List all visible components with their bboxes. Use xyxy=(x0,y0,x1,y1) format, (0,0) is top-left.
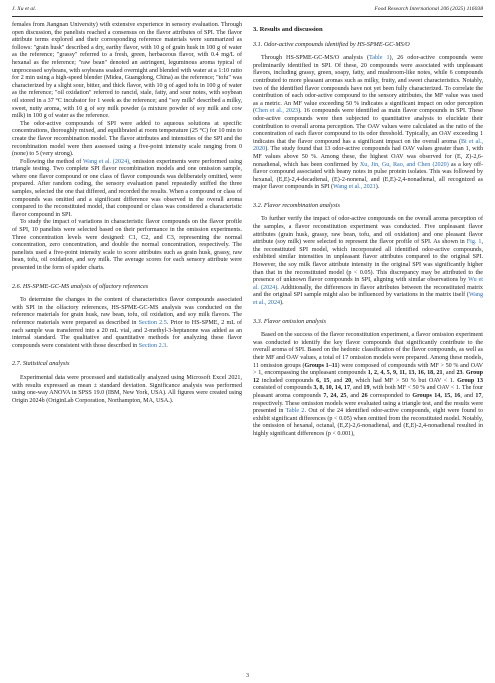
section-heading-3-1: 3.1. Odor-active compounds identified by HS-SPME-GC-MS/O xyxy=(253,40,410,48)
bold-span: 3, 8, 10, 14, 17 xyxy=(313,385,351,392)
text-span: , and xyxy=(460,392,476,399)
header-rule xyxy=(12,16,483,17)
figure-link[interactable]: Fig. 1 xyxy=(466,239,482,246)
text-span: ), 26 odor-active compounds were preliminarily identified in SPI. Of these, 20 compounds were associated with unpleasant flavors, including grassy, green, soapy, fatty, and mushroom-like notes, while 6 compounds contributed to more pleasant aromas such as milky, fruity, and sweet characteristics. Notably, two of the identified flavor compounds have not yet been fully characterized. To correlate the contribution of each odor-active compound to the sensory attributes, the MF value was used as a metric. An MF value exceeding 50 % indicates a significant impact on odor perception ( xyxy=(253,55,483,115)
section-link[interactable]: Section 2.3 xyxy=(138,342,167,349)
right-column xyxy=(253,22,483,439)
table-link[interactable]: Table 2 xyxy=(285,408,305,415)
text-span: . xyxy=(166,342,168,349)
page-number: 3 xyxy=(246,673,249,679)
bold-span: Groups 1–11 xyxy=(304,362,338,369)
header-authors: J. Xu et al. xyxy=(12,6,37,12)
citation-link[interactable]: Bi et al., 2020 xyxy=(253,138,483,153)
text-span: To determine the changes in the content of characteristics flavor compounds associated with SPI in the olfactory references, HS-SPME-GC-MS analysis was conducted on the reference materials for grain husk, raw bean, tofu, oil oxidation, and soy milk flavors. The reference materials were prepared as described in xyxy=(12,297,242,326)
bold-span: 17 xyxy=(475,392,482,399)
header-journal: Food Research International 206 (2025) 116038 xyxy=(374,6,483,12)
text-span: as a key off-flavor compound associated with beany notes in pulse protein isolates. This was followed by hexanal, (E,E)-2,4-decadienal, (E)-2-nonenal, and (E,E)-2,4-nonadienal, all recognized as major flavor compounds in SPI ( xyxy=(253,161,483,191)
paragraph: To study the impact of variations in characteristic flavor compounds on the flavor profile of SPI, 10 panelists were selected based on their performance in the omission experiments. Three concentration levels were designed: C1, C2, and C3, representing the normal concentration, zero concentration, and double the normal concentration, respectively. The panelists used a five-point intensity scale to score attributes such as grain husk, grassy, raw bean, tofu, oil oxidation, and soy milk. The average scores for each sensory attribute were presented in the form of spider charts. xyxy=(12,219,242,271)
text-span: ). xyxy=(280,300,284,306)
text-span: ) were composed of compounds with MF > 50 % and OAV > 1, encompassing the unpleasant compounds xyxy=(253,362,483,377)
bold-span: 19 xyxy=(363,385,370,392)
text-span: Following the method of xyxy=(20,158,84,165)
text-span: . Out of the 24 identified odor-active compounds, eight were found to exhibit significant differences (p < 0.05) when omitted from the reconstituted model. Notably, the omission of hexanal, octanal, (E,Z)-2,6-nonadienal, and (E,E)-2,4-nonadienal resulted in highly significant differences (p < 0.001), xyxy=(253,408,483,437)
citation-link[interactable]: Chen et al., 2023 xyxy=(255,108,299,115)
bold-span: 26 xyxy=(361,392,368,399)
citation-link[interactable]: Wang et al., 2024 xyxy=(253,292,483,306)
paragraph xyxy=(12,297,242,350)
section-heading-3-3: 3.3. Flavor omission analysis xyxy=(253,317,327,325)
paragraph: The odor-active compounds of SPI were added to aqueous solutions at specific concentrations, thoroughly mixed, and equilibrated at room temperature (25 °C) for 10 min to create the flavor recombination model. The flavor attributes and intensities of the SPI and the recombination model were then assessed using a five-point intensity scale ranging from 0 (none) to 5 (very strong). xyxy=(12,120,242,158)
bold-span: Group 13 xyxy=(457,377,484,384)
text-span: ). 16 compounds were identified as main flavor compounds in SPI. These odor-active compounds were then subjected to quantitative analysis to elucidate their contribution to overall aroma perception. The OAV values were calculated as the ratio of the concentration of each flavor compound to its odor threshold. Typically, an OAV exceeding 1 indicates that the flavor compound has a significant impact on the overall aroma ( xyxy=(253,108,483,145)
citation-link[interactable]: Wang et al. (2024) xyxy=(83,158,130,165)
text-span: , and xyxy=(346,392,362,399)
paragraph xyxy=(253,332,483,438)
bold-span: 7, 24, 25 xyxy=(323,392,347,399)
bold-span: Groups 14, 15, 16 xyxy=(412,392,461,399)
bold-span: 1, 2, 4, 5, 9, 11, 13, 16, 18, 21 xyxy=(367,370,443,377)
text-span: , and xyxy=(442,370,457,377)
bold-span: 23 xyxy=(456,370,463,377)
text-span: , with both MF < 50 % and OAV < 1. The four pleasant aroma compounds xyxy=(253,385,484,399)
text-span: ). The study found that 13 odor-active compounds had OAV values greater than 1, with MF values above 50 %. Among these, the highest OAV was observed for (E, Z)-2,6-nonadienal, which has been confirmed by xyxy=(253,146,483,168)
text-span: , respectively. These omission models were evaluated using a triangle test, and the results were presented in xyxy=(253,392,484,415)
text-span: , the reconstituted SPI model, which incorporated all identified odor-active compounds, exhibited similar intensities in unpleasant flavor attributes compared to the original SPI. However, the soy milk flavor attribute intensity in the original SPI was significantly higher than that in the reconstituted model (p < 0.05). This discrepancy may be attributed to the presence of unknown flavor compounds in SPI, aligning with similar observations by xyxy=(253,239,483,284)
table-link[interactable]: Table 1 xyxy=(368,55,390,62)
section-heading-3: 3. Results and discussion xyxy=(253,26,323,33)
citation-link[interactable]: Xu, Jin, Gu, Rao, and Chen (2020) xyxy=(359,161,449,168)
section-heading-3-2: 3.2. Flavor recombination analysis xyxy=(253,201,340,209)
paragraph xyxy=(253,216,483,307)
paragraph: females from Jiangnan University) with extensive experience in sensory evaluation. Through open discussion, the panelists reached a consensus on the flavor attributes of SPI. The flavor attribute terms explored and their corresponding reference materials were summarized as follows: "grain husk" described a dry, earthy flavor, with 10 g of grain husk in 100 g of water as the reference; "grassy" referred to a fresh, green, herbaceous flavor, with 0.4 mg/L of hexanal as the reference; "raw bean" denoted an astringent, leguminous aroma typical of unprocessed soybeans, with soybeans soaked overnight and blended with water at a 1:10 ratio for 2 min using a high-speed blender (Midea, Guangdong, China) as the reference; "tofu" was characterized by a slight sour, bitter, and thick flavor, with 10 g of aged tofu in 100 g of water as the reference; "oil oxidation" referred to rancid, stale, fatty, and sour notes, with soybean oil stored in a 37 °C incubator for 1 week as the reference; and "soy milk" described a milky, sweet, nutty aroma, with 10 g of soy milk powder (a mixture powder of soy milk and cow milk) in 100 g of water as the reference. xyxy=(12,22,242,120)
text-span: . Prior to HS-SPME, 2 mL of each sample was transferred into a 20 mL vial, and 2-methyl-3-heptanone was added as an internal standard. The qualitative and quantitative methods for analyzing these flavor compounds were consistent with those described in xyxy=(12,319,242,349)
text-span: , omission experiments were performed using triangle testing. Two complete SPI flavor recombination models and one omission sample, where one flavor compound or one class of flavor compounds was deliberately omitted, were prepared. After random coding, the sensory evaluation panel repeatedly sniffed the three samples, selected the one that differed, and recorded the results. When a compound or class of compounds was omitted and a significant difference was observed in the overall aroma compared to the reconstituted model, that compound or class was considered a characteristic flavor compound in SPI. xyxy=(12,158,243,218)
text-span: consisted of compounds xyxy=(253,385,314,392)
text-span: Through HS-SPME-GC-MS/O analysis ( xyxy=(261,55,369,62)
text-span: corresponded to xyxy=(367,392,413,399)
left-column xyxy=(12,22,242,405)
text-span: To further verify the impact of odor-active compounds on the overall aroma perception of the samples, a flavor reconstitution experiment was conducted. Five unpleasant flavor attributes (grain husk, grassy, raw bean, tofu, and oil oxidation) and one pleasant flavor attribute (soy milk) were selected to represent the flavor profile of SPI. As shown in xyxy=(253,216,483,246)
text-span: . Additionally, the differences in flavor attributes between the reconstituted matrix and the original SPI sample might also be influenced by variations in the matrix itself ( xyxy=(253,284,483,299)
text-span: . xyxy=(462,370,466,377)
citation-link[interactable]: Wang et al., 2021 xyxy=(333,184,376,191)
citation-link[interactable]: Wu et al. (2024) xyxy=(253,277,483,291)
section-heading-2-6: 2.6. HS-SPME-GC-MS analysis of olfactory references xyxy=(12,282,149,290)
text-span: ). xyxy=(375,184,380,191)
section-heading-2-7: 2.7. Statistical analysis xyxy=(12,360,70,368)
text-span: , which had MF > 50 % but OAV < 1. xyxy=(351,377,458,384)
text-span: included compounds xyxy=(259,377,317,384)
text-span: , and xyxy=(329,377,346,384)
bold-span: 6, 15 xyxy=(316,377,330,384)
section-link[interactable]: Section 2.5 xyxy=(138,319,167,326)
bold-span: Group 12 xyxy=(253,370,483,384)
text-span: , and xyxy=(350,385,364,392)
paragraph xyxy=(12,159,242,220)
running-header xyxy=(12,6,483,16)
paragraph xyxy=(253,55,483,192)
paragraph: Experimental data were processed and statistically analyzed using Microsoft Excel 2021, with results expressed as mean ± standard deviation. Significance analysis was performed using one-way ANOVA in SPSS 19.0 (IBM, New York, USA). All figures were created using Origin 2024b (OriginLab Corporation, Northampton, MA, USA.). xyxy=(12,374,242,404)
text-span: Based on the success of the flavor reconstitution experiment, a flavor omission experiment was conducted to identify the key flavor compounds that significantly contribute to the overall aroma of SPI. Based on the hedonic classification of the flavor compounds, as well as their MF and OAV values, a total of 17 omission models were prepared. Among these models, 11 omission groups ( xyxy=(253,332,483,369)
bold-span: 20 xyxy=(345,377,352,384)
